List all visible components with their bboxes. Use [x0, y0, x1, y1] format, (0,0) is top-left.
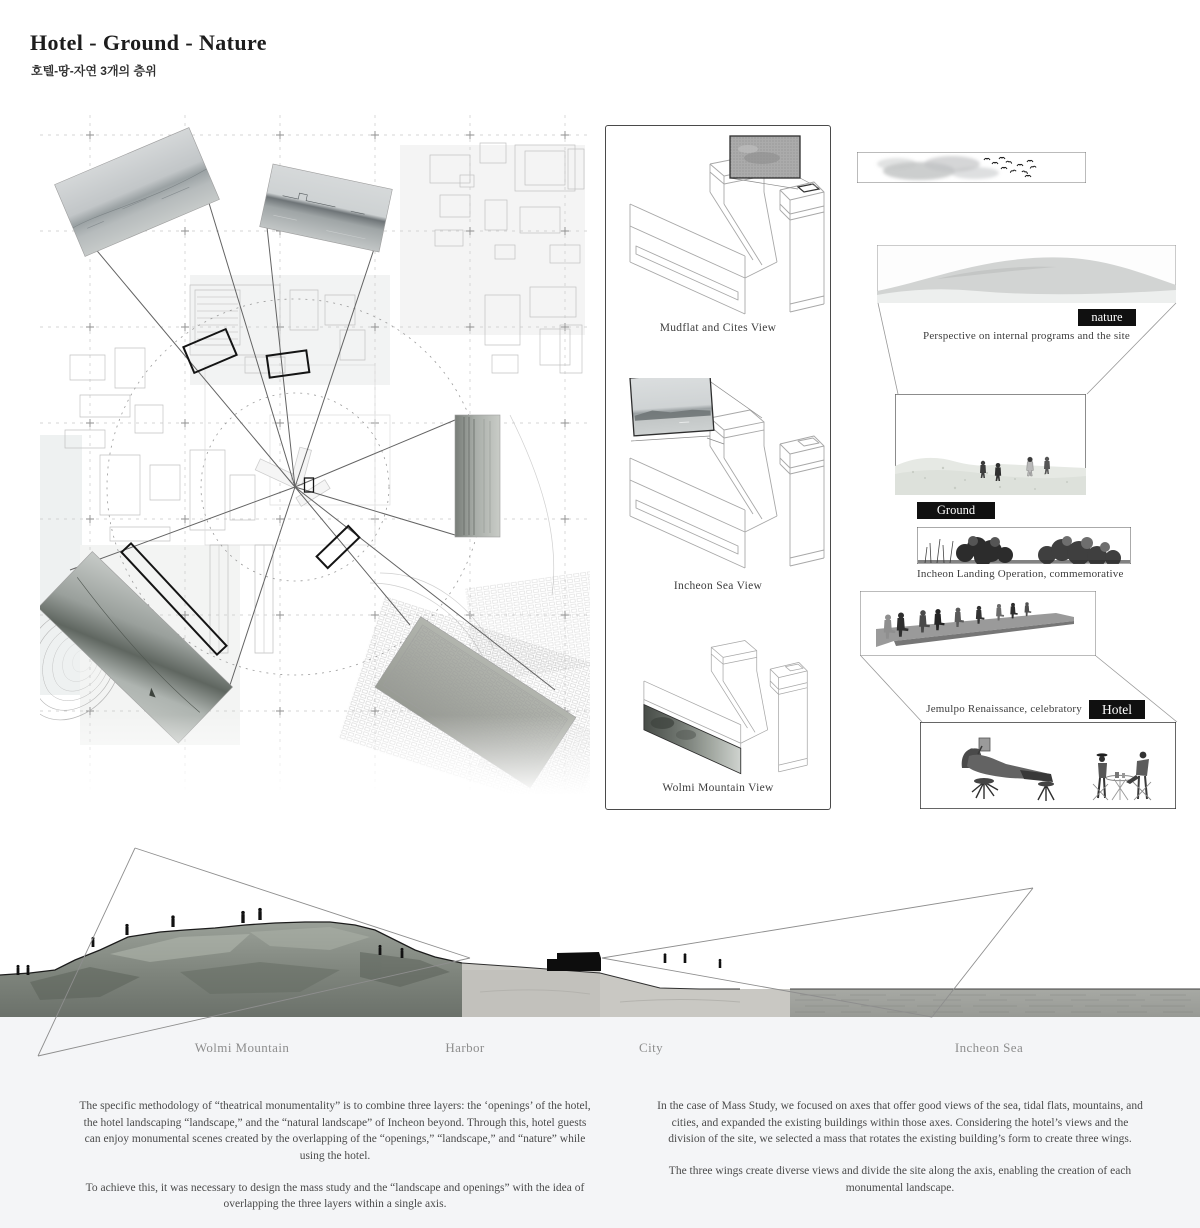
ground-bush-strip [917, 527, 1131, 564]
nature-mountain-panel [877, 245, 1176, 303]
site-section-panorama [0, 842, 1200, 1022]
axon-caption-mudflat: Mudflat and Cites View [659, 322, 777, 334]
description-paragraph: To achieve this, it was necessary to design the mass study and the “landscape and openings” with the idea of overlapping the three layers within a single axis. [85, 1181, 585, 1211]
description-left [75, 1098, 595, 1228]
section-label-city: City [639, 1040, 663, 1055]
ground-label: Ground [917, 502, 995, 519]
nature-caption: Perspective on internal programs and the site [923, 330, 1130, 342]
axon-caption-incheon-sea: Incheon Sea View [673, 580, 763, 592]
description-paragraph: The specific methodology of “theatrical monumentality” is to combine three layers: the ‘openings’ of the hotel, the hotel landscaping “landscape,” and the “natural landscape” of Incheon beyond. Through this, hotel guests can enjoy monumental scenes created by the overlapping of the “openings,” “landscape,” and “nature” while using the hotel. [79, 1100, 591, 1163]
ground-field-panel [895, 394, 1086, 495]
hotel-lounge-panel [920, 722, 1176, 809]
map-fade-bottom [40, 715, 590, 795]
photo-strip-city-e [455, 415, 500, 537]
axon-mudflat-cities-view [610, 134, 826, 324]
axon-incheon-sea-view [610, 378, 826, 578]
site-map-diagram [40, 115, 590, 795]
axon-wolmi-mountain-view [610, 622, 826, 782]
panorama-building-mass [547, 952, 601, 971]
description-right [657, 1098, 1143, 1211]
section-label-wolmi: Wolmi Mountain [194, 1040, 290, 1055]
hotel-caption: Jemulpo Renaissance, celebratory [926, 703, 1082, 715]
nature-label: nature [1078, 309, 1136, 326]
description-paragraph: The three wings create diverse views and divide the site along the axis, enabling the creation of each monumental landscape. [668, 1165, 1132, 1194]
projection-lines [730, 178, 819, 189]
mass-study-column [605, 125, 831, 810]
hotel-bench-panel [860, 591, 1096, 656]
description-paragraph: In the case of Mass Study, we focused on axes that offer good views of the sea, tidal flats, mountains, and cities, and expanded the existing buildings within those axes. Considering the hotel’s views and the division of the site, we selected a mass that rotates the existing building’s form to create three wings. [657, 1100, 1143, 1146]
panorama-sea [790, 989, 1200, 1017]
page-title: Hotel - Ground - Nature [30, 30, 267, 55]
view-photo-inset [630, 378, 714, 436]
page-subtitle-korean: 호텔-땅-자연 3개의 층위 [31, 64, 157, 78]
photo-strip-coastline-nw [55, 128, 220, 257]
axon-caption-wolmi: Wolmi Mountain View [662, 782, 774, 794]
hotel-label: Hotel [1089, 700, 1145, 719]
view-photo-face [644, 705, 741, 774]
photo-strip-harbor-n [260, 164, 393, 252]
nature-sky-strip [857, 152, 1086, 183]
ground-caption: Incheon Landing Operation, commemorative [917, 568, 1124, 580]
section-label-harbor: Harbor [445, 1040, 485, 1055]
section-label-incheon-sea: Incheon Sea [954, 1040, 1024, 1055]
wing-wireframe [630, 156, 824, 314]
view-photo-inset [730, 136, 800, 178]
